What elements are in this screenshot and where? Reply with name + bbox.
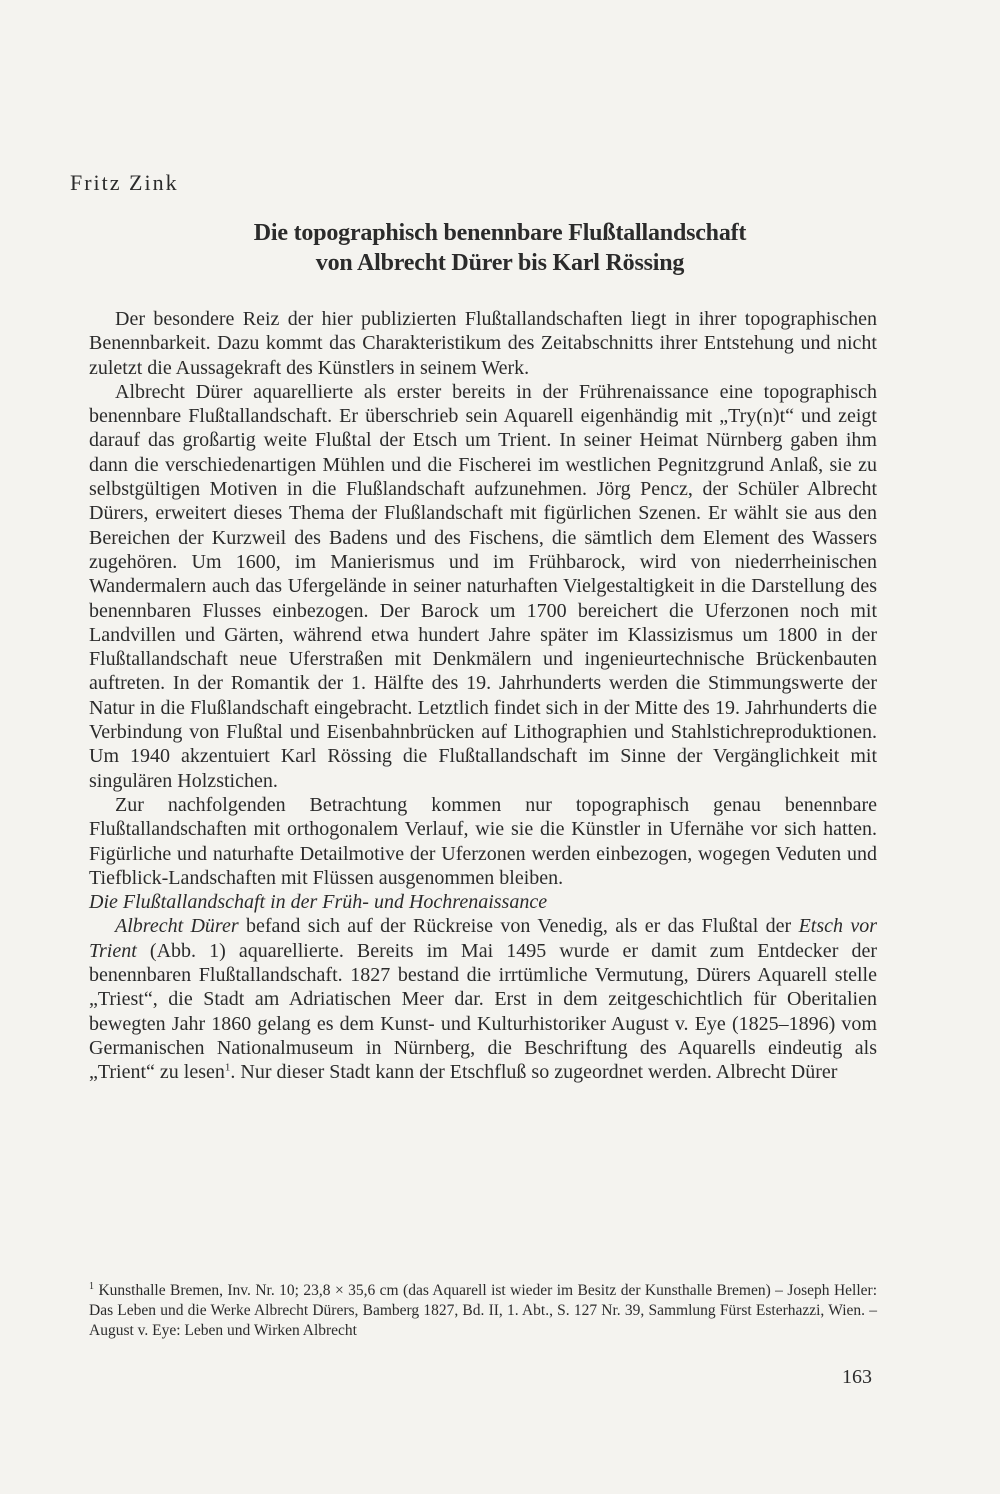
article-title [0,218,1000,278]
footnote-mark: 1 [89,1281,94,1292]
title-line-1: Die topographisch benennbare Flußtallandschaft [253,220,747,246]
paragraph-scope: Zur nachfolgenden Betrachtung kommen nur topographisch genau benennbare Flußtallandschaften mit orthogonalem Verlauf, wie sie die Künstler in Ufernähe vor sich hatten. Figürliche und naturhafte Detailmotive der Uferzonen werden einbezogen, wogegen Veduten und Tiefblick-Landschaften mit Flüssen ausgenommen bleiben. [89,793,877,889]
text-run: befand sich auf der Rückreise von Venedig, als er das Flußtal der [238,915,799,938]
italic-place: Etsch vor Trient [89,915,877,962]
footnote-text: Kunsthalle Bremen, Inv. Nr. 10; 23,8 × 35,6 cm (das Aquarell ist wieder im Besitz der Kunsthalle Bremen) – Joseph Heller: Das Leben und die Werke Albrecht Dürers, Bamberg 1827, Bd. II, 1. Abt., S. 127 Nr. 39, Sammlung Fürst Esterhazzi, Wien. – August v. Eye: Leben und Wirken Albrecht [89,1282,878,1340]
author-name: Fritz Zink [70,170,179,195]
footnote-reference[interactable]: 1 [224,1061,231,1074]
article-body [89,307,877,1085]
paragraph-durer [89,914,877,1084]
page-number: 163 [842,1366,872,1388]
footnote [89,1277,877,1341]
paragraph-intro: Der besondere Reiz der hier publizierten Flußtallandschaften liegt in ihrer topographischen Benennbarkeit. Dazu kommt das Charakteristikum des Zeitabschnitts ihrer Entstehung und nicht zuletzt die Aussagekraft des Künstlers in seinem Werk. [89,308,877,379]
paragraph-overview: Albrecht Dürer aquarellierte als erster bereits in der Frührenaissance eine topographisch benennbare Flußtallandschaft. Er überschrieb sein Aquarell eigenhändig mit „Try(n)t“ und zeigt darauf das großartig weite Flußtal der Etsch um Trient. In seiner Heimat Nürnberg gaben ihm dann die verschiedenartigen Mühlen und die Fischerei im westlichen Pegnitzgrund Anlaß, sie zu selbstgültigen Motiven in die Flußlandschaft aufzunehmen. Jörg Pencz, der Schüler Albrecht Dürers, erweitert dieses Thema der Flußlandschaft mit figürlichen Szenen. Er wählt sie aus den Bereichen der Kurzweil des Badens und des Fischens, die sämtlich dem Element des Wassers zugehören. Um 1600, im Manierismus und im Frühbarock, wird von niederrheinischen Wandermalern auch das Ufergelände in seiner naturhaften Vielgestaltigkeit in die Darstellung des benennbaren Flusses einbezogen. Der Barock um 1700 bereichert die Uferzonen noch mit Landvillen und Gärten, während etwa hundert Jahre später im Klassizismus um 1800 in der Flußtallandschaft neue Uferstraßen mit Denkmälern und ingenieurtechnische Brückenbauten auftreten. In der Romantik der 1. Hälfte des 19. Jahrhunderts werden die Stimmungswerte der Natur in die Flußlandschaft eingebracht. Letztlich findet sich in der Mitte des 19. Jahrhunderts die Verbindung von Flußtal und Eisenbahnbrücken auf Lithographien und Stahlstichreproduktionen. Um 1940 akzentuiert Karl Rössing die Flußtallandschaft im Sinne der Vergänglichkeit mit singulären Holzstichen. [89,380,877,792]
italic-name: Albrecht Dürer [115,915,239,938]
text-run: . Nur dieser Stadt kann der Etschfluß so zugeordnet werden. Albrecht Dürer [230,1061,838,1084]
section-heading: Die Flußtallandschaft in der Früh- und Hochrenaissance [89,891,548,914]
title-line-2: von Albrecht Dürer bis Karl Rössing [315,250,685,276]
text-run: (Abb. 1) aquarellierte. Bereits im Mai 1495 wurde er damit zum Entdecker der benennbaren Flußtallandschaft. 1827 bestand die irrtümliche Vermutung, Dürers Aquarell stelle „Triest“, die Stadt am Adriatischen Meer dar. Erst in dem zeitgeschichtlich für Oberitalien bewegten Jahr 1860 gelang es dem Kunst- und Kulturhistoriker August v. Eye (1825–1896) vom Germanischen Nationalmuseum in Nürnberg, die Beschriftung des Aquarells eindeutig als „Trient“ zu lesen [89,939,877,1084]
